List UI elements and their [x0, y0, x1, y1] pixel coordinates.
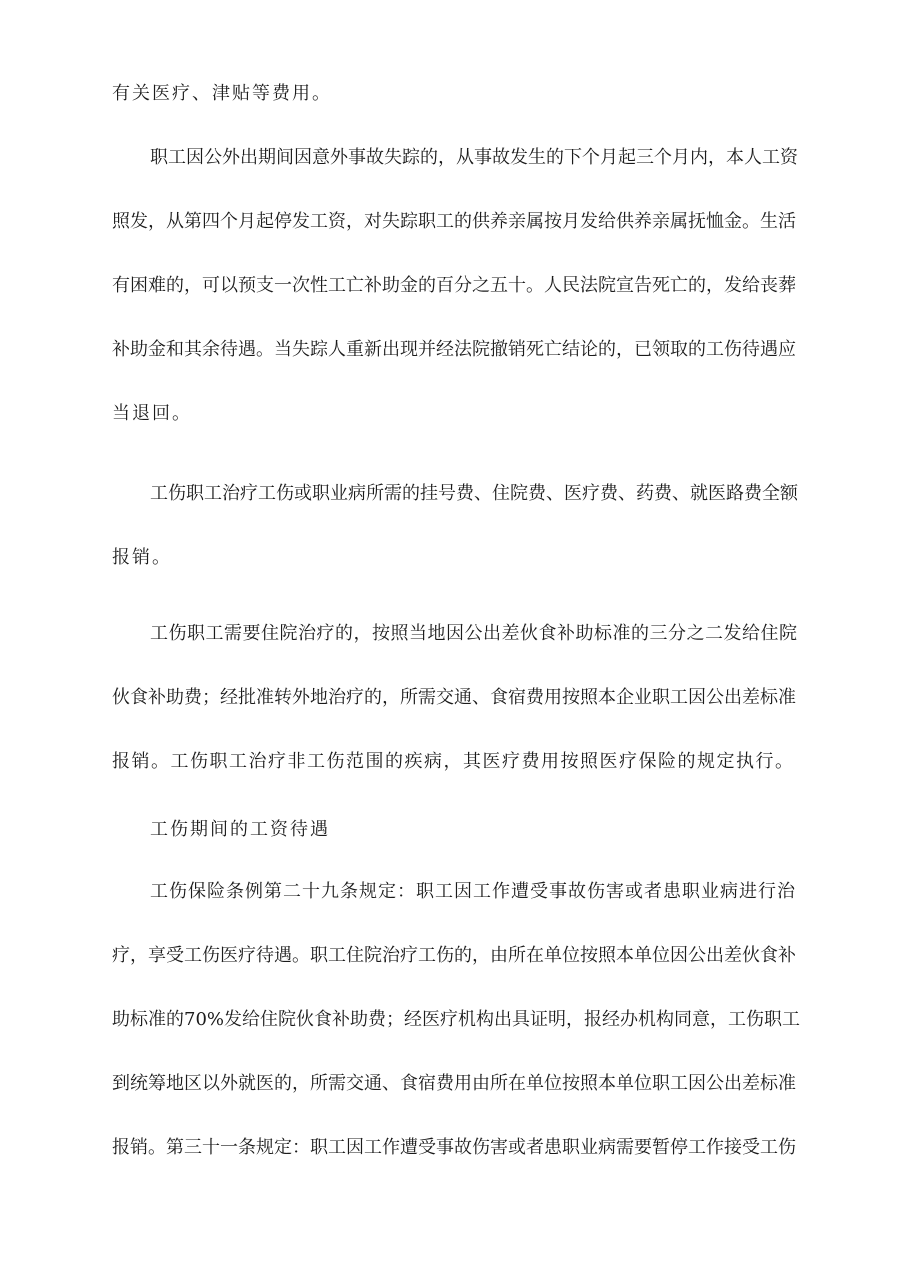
text-line: 报销。 [112, 547, 172, 568]
text-line: 报销。工伤职工治疗非工伤范围的疾病，其医疗费用按照医疗保险的规定执行。 [112, 751, 795, 772]
text-line: 照发，从第四个月起停发工资，对失踪职工的供养亲属按月发给供养亲属抚恤金。生活 [112, 211, 796, 232]
text-line: 当退回。 [112, 403, 192, 424]
text-line: 工伤职工需要住院治疗的，按照当地因公出差伙食补助标准的三分之二发给住院 [150, 623, 798, 644]
text-line: 有关医疗、津贴等费用。 [112, 83, 332, 104]
text-line: 工伤保险条例第二十九条规定：职工因工作遭受事故伤害或者患职业病进行治 [150, 881, 796, 902]
text-line: 伙食补助费；经批准转外地治疗的，所需交通、食宿费用按照本企业职工因公出差标准 [112, 687, 796, 708]
text-line: 疗，享受工伤医疗待遇。职工住院治疗工伤的，由所在单位按照本单位因公出差伙食补 [112, 945, 796, 966]
text-line: 有困难的，可以预支一次性工亡补助金的百分之五十。人民法院宣告死亡的，发给丧葬 [112, 275, 796, 296]
section-heading: 工伤期间的工资待遇 [150, 819, 330, 840]
text-line: 职工因公外出期间因意外事故失踪的，从事故发生的下个月起三个月内，本人工资 [150, 147, 798, 168]
text-line: 到统筹地区以外就医的，所需交通、食宿费用由所在单位按照本单位职工因公出差标准 [112, 1073, 796, 1094]
text-line: 助标准的70%发给住院伙食补助费；经医疗机构出具证明，报经办机构同意，工伤职工 [112, 1009, 801, 1030]
text-line: 工伤职工治疗工伤或职业病所需的挂号费、住院费、医疗费、药费、就医路费全额 [150, 483, 798, 504]
text-line: 补助金和其余待遇。当失踪人重新出现并经法院撤销死亡结论的，已领取的工伤待遇应 [112, 339, 796, 360]
text-line: 报销。第三十一条规定：职工因工作遭受事故伤害或者患职业病需要暂停工作接受工伤 [112, 1137, 796, 1158]
